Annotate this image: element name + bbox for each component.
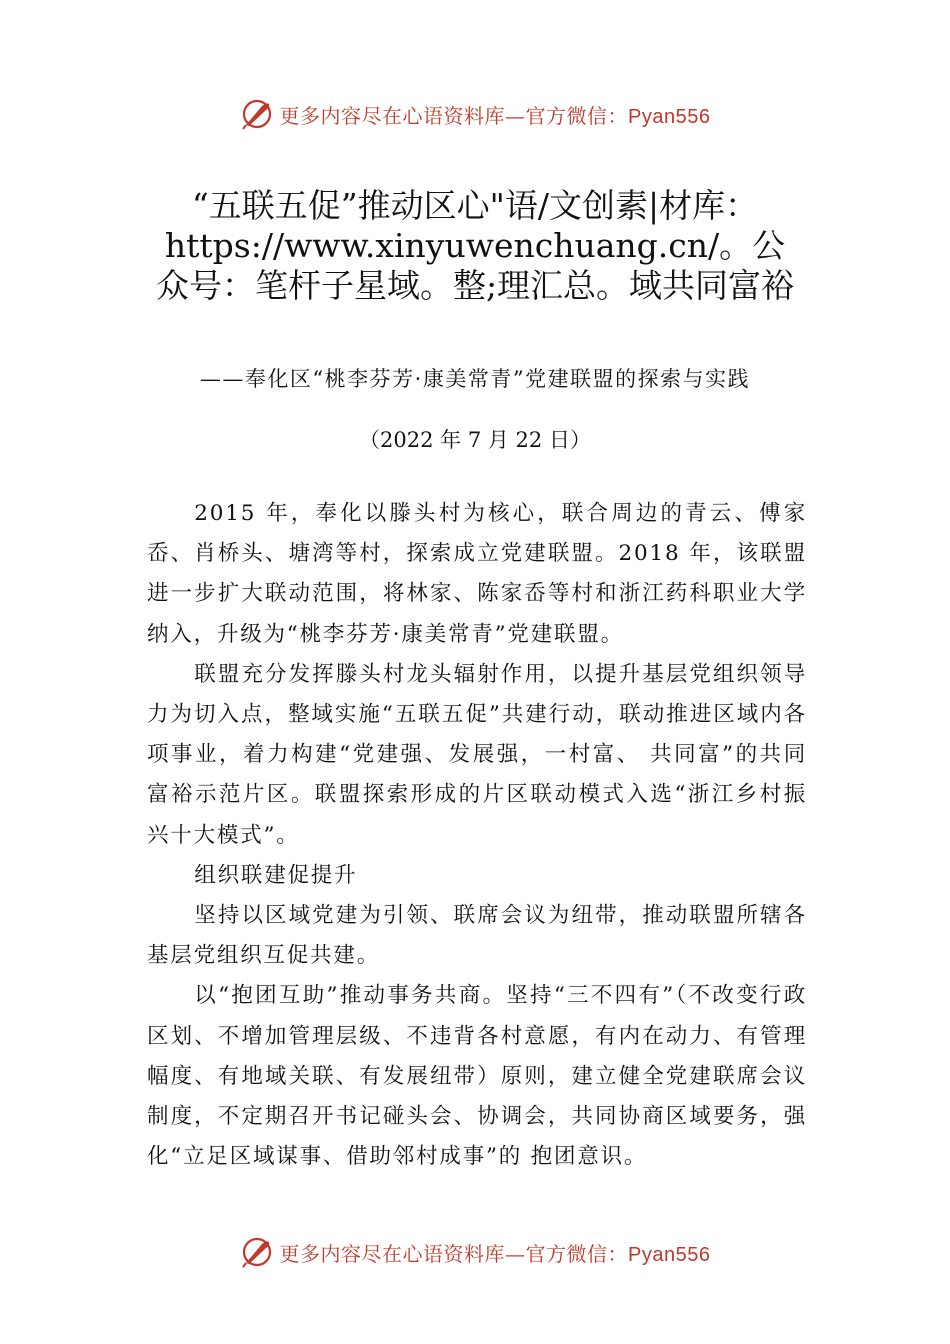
paragraph: 以“抱团互助”推动事务共商。坚持“三不四有”（不改变行政区划、不增加管理层级、不违背各村意愿，有内在动力、有管理幅度、有地域关联、有发展纽带）原则，建立健全党建联席会议制度，不定期召开书记碰头会、协调会，共同协商区域要务，强化“立足区域谋事、借助邻村成事”的 抱团意识。 [147, 983, 807, 1170]
paragraph: 坚持以区域党建为引领、联席会议为纽带，推动联盟所辖各基层党组织互促共建。 [147, 903, 807, 969]
footer-banner [0, 1232, 950, 1272]
quill-pen-icon [240, 1235, 274, 1269]
header-banner [0, 94, 950, 134]
paragraph: 联盟充分发挥滕头村龙头辐射作用，以提升基层党组织领导力为切入点，整域实施“五联五促”共建行动，联动推进区域内各项事业，着力构建“党建强、发展强，一村富、 共同富”的共同富裕示范片区。联盟探索形成的片区联动模式入选“浙江乡村振兴十大模式”。 [147, 661, 807, 848]
quill-pen-icon [240, 97, 274, 131]
banner-text: 更多内容尽在心语资料库—官方微信：Pyan556 [279, 1241, 711, 1266]
document-subtitle: ——奉化区“桃李芬芳·康美常青”党建联盟的探索与实践 [199, 367, 751, 391]
document-body [147, 494, 807, 1177]
document-title: “五联五促”推动区心"语/文创素|材库：https://www.xinyuwenchuang.cn/。公众号：笔杆子星域。整;理汇总。域共同富裕 [155, 186, 795, 305]
banner-text: 更多内容尽在心语资料库—官方微信：Pyan556 [279, 103, 711, 128]
paragraph: 2015 年，奉化以滕头村为核心，联合周边的青云、傅家岙、肖桥头、塘湾等村，探索成立党建联盟。2018 年，该联盟进一步扩大联动范围，将林家、陈家岙等村和浙江药科职业大学纳入，升级为“桃李芬芳·康美常青”党建联盟。 [147, 501, 807, 647]
section-heading: 组织联建促提升 [194, 862, 358, 888]
document-date: （2022 年 7 月 22 日） [359, 428, 591, 452]
